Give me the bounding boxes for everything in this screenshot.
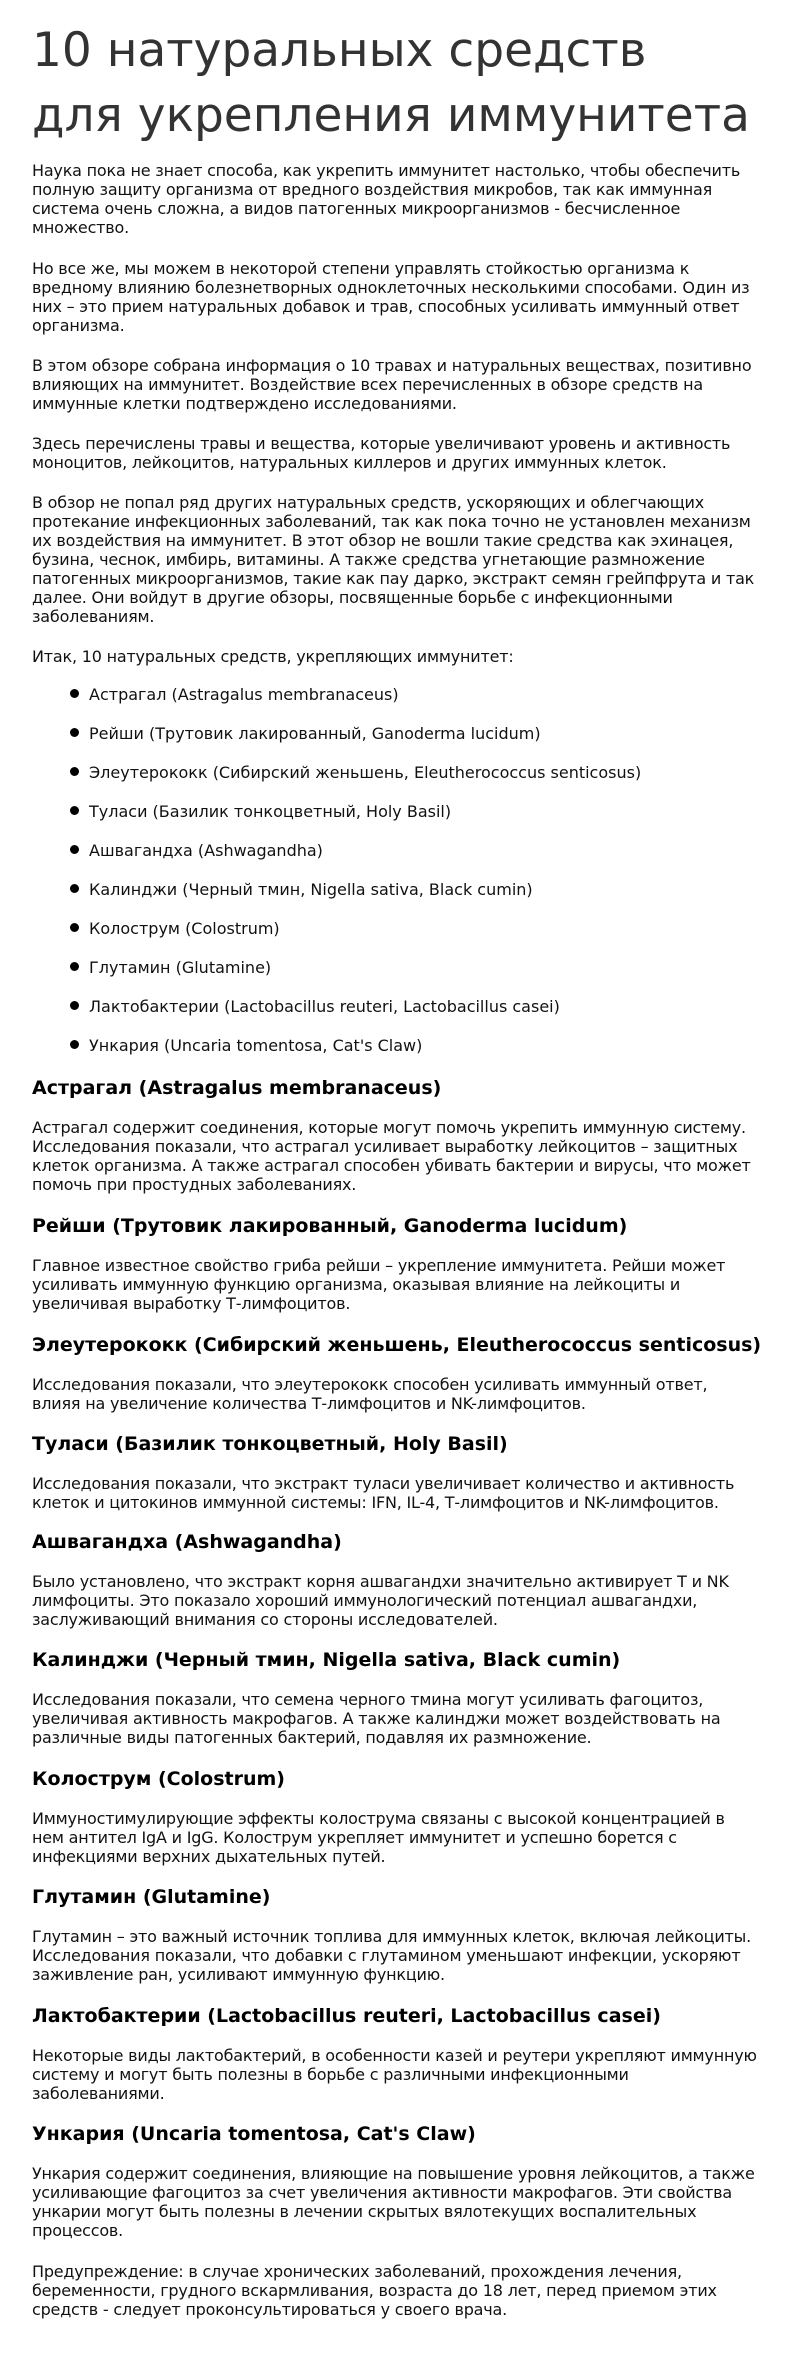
section-paragraph bbox=[32, 1809, 762, 1866]
text-line: увеличивая активность макрофагов. А также калинджи может воздействовать на bbox=[32, 1709, 721, 1728]
section-heading: Элеутерококк (Сибирский женьшень, Eleutherococcus senticosus) bbox=[32, 1334, 762, 1356]
text-line: далее. Они войдут в другие обзоры, посвященные борьбе с инфекционными bbox=[32, 588, 673, 607]
section-heading: Ашвагандха (Ashwagandha) bbox=[32, 1531, 342, 1553]
text-line: Было установлено, что экстракт корня ашвагандхи значительно активирует Т и NK bbox=[32, 1572, 729, 1591]
warning-note bbox=[32, 2262, 762, 2319]
text-line: них – это прием натуральных добавок и трав, способных усиливать иммунный ответ bbox=[32, 297, 740, 316]
list-item-label: Ункария (Uncaria tomentosa, Cat's Claw) bbox=[89, 1036, 423, 1055]
section-paragraph bbox=[32, 1474, 762, 1512]
list-intro bbox=[32, 647, 762, 666]
page-title-line: 10 натуральных средств bbox=[32, 23, 647, 78]
text-line: систему и могут быть полезны в борьбе с различными инфекционными bbox=[32, 2065, 629, 2084]
list-item bbox=[70, 919, 280, 939]
section-heading: Рейши (Трутовик лакированный, Ganoderma lucidum) bbox=[32, 1215, 628, 1237]
bullet-icon bbox=[70, 962, 79, 971]
bullet-icon bbox=[70, 728, 79, 737]
text-line: клеток и цитокинов иммунной системы: IFN, IL-4, Т-лимфоцитов и NK-лимфоцитов. bbox=[32, 1493, 719, 1512]
list-item-label: Калинджи (Черный тмин, Nigella sativa, Black cumin) bbox=[89, 880, 533, 899]
text-line: их воздействия на иммунитет. В этот обзор не вошли такие средства как эхинацея, bbox=[32, 531, 734, 550]
bullet-icon bbox=[70, 1001, 79, 1010]
section-heading: Ункария (Uncaria tomentosa, Cat's Claw) bbox=[32, 2123, 476, 2145]
bullet-icon bbox=[70, 689, 79, 698]
list-item bbox=[70, 1036, 422, 1056]
text-line: Исследования показали, что семена черного тмина могут усиливать фагоцитоз, bbox=[32, 1690, 704, 1709]
section-paragraph bbox=[32, 1927, 762, 1984]
list-item-label: Туласи (Базилик тонкоцветный, Holy Basil) bbox=[89, 802, 452, 821]
list-item bbox=[70, 685, 399, 705]
text-line: протекание инфекционных заболеваний, так как пока точно не установлен механизм bbox=[32, 512, 751, 531]
intro-paragraph bbox=[32, 493, 762, 626]
list-item-label: Элеутерококк (Сибирский женьшень, Eleutherococcus senticosus) bbox=[89, 763, 642, 782]
text-line: бузина, чеснок, имбирь, витамины. А также средства угнетающие размножение bbox=[32, 550, 705, 569]
page-title-line: для укрепления иммунитета bbox=[32, 88, 750, 143]
text-line: ункарии могут быть полезны в лечении скрытых вялотекущих воспалительных bbox=[32, 2202, 697, 2221]
bullet-icon bbox=[70, 884, 79, 893]
text-line: заслуживающий внимания со стороны исследователей. bbox=[32, 1610, 498, 1629]
section-heading: Астрагал (Astragalus membranaceus) bbox=[32, 1077, 442, 1099]
list-item bbox=[70, 841, 323, 861]
section-paragraph bbox=[32, 1118, 762, 1194]
text-line: система очень сложна, а видов патогенных микроорганизмов - бесчисленное bbox=[32, 199, 681, 218]
text-line: Некоторые виды лактобактерий, в особенности казей и реутери укрепляют иммунную bbox=[32, 2046, 757, 2065]
text-line: Исследования показали, что добавки с глутамином уменьшают инфекции, ускоряют bbox=[32, 1946, 741, 1965]
section-paragraph bbox=[32, 2046, 762, 2103]
text-line: Астрагал содержит соединения, которые могут помочь укрепить иммунную систему. bbox=[32, 1118, 746, 1137]
text-line: заболеваниями. bbox=[32, 2084, 165, 2103]
text-line: беременности, грудного вскармливания, возраста до 18 лет, перед приемом этих bbox=[32, 2281, 717, 2300]
text-line: влияя на увеличение количества Т-лимфоцитов и NK-лимфоцитов. bbox=[32, 1394, 586, 1413]
text-line: инфекциями верхних дыхательных путей. bbox=[32, 1847, 386, 1866]
text-line: Итак, 10 натуральных средств, укрепляющих иммунитет: bbox=[32, 647, 514, 666]
text-line: Иммуностимулирующие эффекты колострума связаны с высокой концентрацией в bbox=[32, 1809, 725, 1828]
text-line: организма. bbox=[32, 316, 125, 335]
text-line: Здесь перечислены травы и вещества, которые увеличивают уровень и активность bbox=[32, 434, 731, 453]
list-item-label: Колострум (Colostrum) bbox=[89, 919, 280, 938]
list-item-label: Ашвагандха (Ashwagandha) bbox=[89, 841, 323, 860]
section-paragraph bbox=[32, 1690, 762, 1747]
text-line: влияющих на иммунитет. Воздействие всех перечисленных в обзоре средств на bbox=[32, 375, 703, 394]
text-line: Исследования показали, что астрагал усиливает выработку лейкоцитов – защитных bbox=[32, 1137, 738, 1156]
section-paragraph bbox=[32, 2164, 762, 2240]
bullet-icon bbox=[70, 1040, 79, 1049]
text-line: процессов. bbox=[32, 2221, 124, 2240]
list-item bbox=[70, 997, 560, 1017]
list-item bbox=[70, 763, 641, 783]
text-line: Главное известное свойство гриба рейши – укрепление иммунитета. Рейши может bbox=[32, 1256, 726, 1275]
text-line: иммунные клетки подтверждено исследованиями. bbox=[32, 394, 457, 413]
list-item-label: Лактобактерии (Lactobacillus reuteri, Lactobacillus casei) bbox=[89, 997, 560, 1016]
section-paragraph bbox=[32, 1572, 762, 1629]
text-line: В обзор не попал ряд других натуральных средств, ускоряющих и облегчающих bbox=[32, 493, 705, 512]
text-line: патогенных микроорганизмов, такие как пау дарко, экстракт семян грейпфрута и так bbox=[32, 569, 755, 588]
list-item bbox=[70, 880, 533, 900]
text-line: Исследования показали, что элеутерококк способен усиливать иммунный ответ, bbox=[32, 1375, 708, 1394]
list-item bbox=[70, 802, 451, 822]
text-line: лимфоциты. Это показало хороший иммунологический потенциал ашвагандхи, bbox=[32, 1591, 698, 1610]
list-item bbox=[70, 958, 271, 978]
text-line: помочь при простудных заболеваниях. bbox=[32, 1175, 357, 1194]
text-line: нем антител IgA и IgG. Колострум укрепляет иммунитет и успешно борется с bbox=[32, 1828, 677, 1847]
bullet-icon bbox=[70, 923, 79, 932]
list-item-label: Глутамин (Glutamine) bbox=[89, 958, 272, 977]
section-heading: Глутамин (Glutamine) bbox=[32, 1886, 271, 1908]
text-line: моноцитов, лейкоцитов, натуральных киллеров и других иммунных клеток. bbox=[32, 453, 667, 472]
text-line: вредному влиянию болезнетворных одноклеточных несколькими способами. Один из bbox=[32, 278, 750, 297]
bullet-icon bbox=[70, 806, 79, 815]
intro-paragraph bbox=[32, 356, 762, 413]
section-heading: Калинджи (Черный тмин, Nigella sativa, Black cumin) bbox=[32, 1649, 621, 1671]
text-line: различные виды патогенных бактерий, подавляя их размножение. bbox=[32, 1728, 592, 1747]
text-line: заживление ран, усиливают иммунную функцию. bbox=[32, 1965, 445, 1984]
section-heading: Колострум (Colostrum) bbox=[32, 1768, 285, 1790]
text-line: средств - следует проконсультироваться у своего врача. bbox=[32, 2300, 508, 2319]
section-paragraph bbox=[32, 1375, 762, 1413]
text-line: Предупреждение: в случае хронических заболеваний, прохождения лечения, bbox=[32, 2262, 682, 2281]
text-line: В этом обзоре собрана информация о 10 травах и натуральных веществах, позитивно bbox=[32, 356, 752, 375]
bullet-icon bbox=[70, 767, 79, 776]
text-line: увеличивая выработку Т-лимфоцитов. bbox=[32, 1294, 351, 1313]
section-heading: Лактобактерии (Lactobacillus reuteri, Lactobacillus casei) bbox=[32, 2005, 661, 2027]
text-line: клеток организма. А также астрагал способен убивать бактерии и вирусы, что может bbox=[32, 1156, 751, 1175]
text-line: Наука пока не знает способа, как укрепить иммунитет настолько, чтобы обеспечить bbox=[32, 161, 741, 180]
text-line: Исследования показали, что экстракт туласи увеличивает количество и активность bbox=[32, 1474, 735, 1493]
text-line: множество. bbox=[32, 218, 130, 237]
text-line: Глутамин – это важный источник топлива для иммунных клеток, включая лейкоциты. bbox=[32, 1927, 751, 1946]
list-item-label: Астрагал (Astragalus membranaceus) bbox=[89, 685, 399, 704]
text-line: усиливающие фагоцитоз за счет увеличения активности макрофагов. Эти свойства bbox=[32, 2183, 732, 2202]
intro-paragraph bbox=[32, 259, 762, 335]
bullet-icon bbox=[70, 845, 79, 854]
text-line: Но все же, мы можем в некоторой степени управлять стойкостью организма к bbox=[32, 259, 690, 278]
section-paragraph bbox=[32, 1256, 762, 1313]
text-line: Ункария содержит соединения, влияющие на повышение уровня лейкоцитов, а также bbox=[32, 2164, 755, 2183]
page-title bbox=[32, 18, 772, 148]
intro-paragraph bbox=[32, 161, 762, 237]
list-item bbox=[70, 724, 541, 744]
list-item-label: Рейши (Трутовик лакированный, Ganoderma lucidum) bbox=[89, 724, 541, 743]
text-line: заболеваниям. bbox=[32, 607, 155, 626]
intro-paragraph bbox=[32, 434, 762, 472]
text-line: усиливать иммунную функцию организма, оказывая влияние на лейкоциты и bbox=[32, 1275, 681, 1294]
section-heading: Туласи (Базилик тонкоцветный, Holy Basil) bbox=[32, 1433, 508, 1455]
text-line: полную защиту организма от вредного воздействия микробов, так как иммунная bbox=[32, 180, 712, 199]
